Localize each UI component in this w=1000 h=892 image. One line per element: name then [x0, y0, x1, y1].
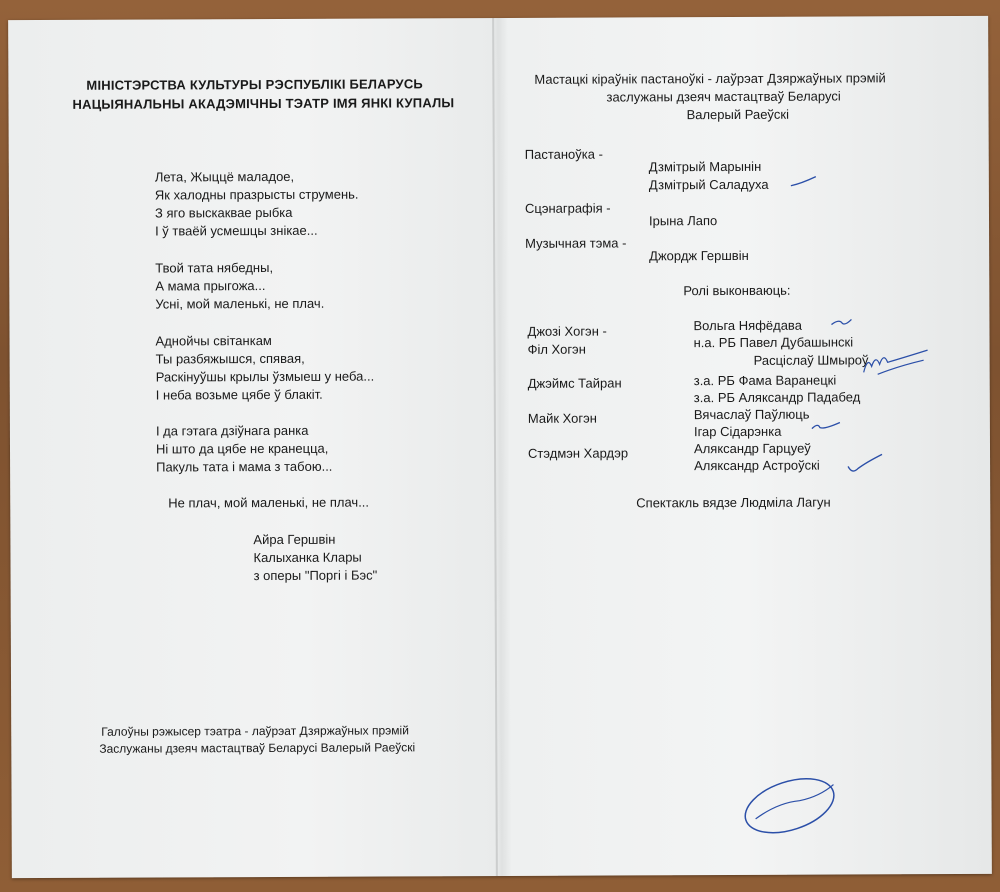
cast-actor: з.а. РБ Аляксандр Падабед — [693, 389, 861, 406]
cast-actor: Аляксандр Гарцуеў — [693, 440, 811, 457]
poem-line: З яго выскаквае рыбка — [154, 204, 293, 221]
chief-director-line1: Галоўны рэжысер тэатра - лаўрэат Дзяржаўных прэмій — [101, 723, 409, 739]
cast-actor: Ігар Сідарэнка — [693, 423, 782, 440]
poem-line: Пакуль тата і мама з табою... — [156, 458, 333, 475]
art-director-name: Валерый Раеўскі — [686, 106, 790, 123]
poem-line: І неба возьме цябе ў блакіт. — [155, 386, 323, 403]
ink-scribble — [858, 348, 930, 376]
crew-name: Дзмітрый Марынін — [648, 158, 762, 175]
ink-check-mark — [789, 175, 819, 189]
crew-name: Ірына Лапо — [648, 213, 718, 229]
cast-actor: Аляксандр Астроўскі — [694, 457, 820, 474]
chief-director-line2: Заслужаны дзеяч мастацтваў Беларусі Валерый Раеўскі — [99, 740, 416, 756]
crew-name: Джордж Гершвін — [649, 247, 749, 264]
stage-manager: Спектакль вядзе Людміла Лагун — [636, 494, 831, 511]
poem-line: Аднойчы світанкам — [155, 332, 272, 349]
cast-role: Філ Хогэн — [527, 341, 586, 357]
cast-role: Джозі Хогэн - — [527, 323, 607, 339]
ink-check-mark — [810, 417, 842, 433]
crew-role: Музычная тэма - — [525, 235, 627, 251]
art-director-line2: заслужаны дзеяч мастацтваў Беларусі — [606, 88, 841, 105]
header-ministry: МІНІСТЭРСТВА КУЛЬТУРЫ РЭСПУБЛІКІ БЕЛАРУСЬ — [86, 76, 423, 93]
poem-line: Лета, Жыццё маладое, — [154, 168, 295, 185]
program-sheet — [8, 16, 992, 878]
cast-actor: з.а. РБ Фама Варанецкі — [693, 372, 837, 389]
poem-line: І ў тваёй усмешцы знікае... — [155, 222, 318, 239]
poem-author: Айра Гершвін — [253, 531, 336, 548]
poem-line: Ні што да цябе не кранецца, — [155, 440, 329, 457]
poem-line: Усні, мой маленькі, не плач. — [155, 295, 325, 312]
cast-role: Стэдмэн Хардэр — [527, 445, 629, 461]
ink-check-mark — [829, 314, 853, 328]
cast-role: Майк Хогэн — [527, 410, 597, 426]
poem-line: Ты разбяжышся, спявая, — [155, 350, 305, 367]
ink-check-mark — [844, 452, 884, 474]
art-director-line1: Мастацкі кіраўнік пастаноўкі - лаўрэат Дзяржаўных прэмій — [534, 70, 886, 87]
poem-line: Як халодны празрысты струмень. — [154, 186, 359, 203]
cast-actor: Вольга Няфёдава — [693, 317, 802, 334]
poem-line: І да гэтага дзіўнага ранка — [155, 422, 309, 439]
cast-actor: Вячаслаў Паўлюць — [693, 406, 810, 423]
crew-role: Пастаноўка - — [524, 146, 603, 162]
poem-line: Не плач, мой маленькі, не плач... — [168, 494, 370, 511]
center-fold — [492, 18, 498, 876]
cast-actor: Расціслаў Шмыроў — [753, 352, 869, 368]
header-theatre: НАЦЫЯНАЛЬНЫ АКАДЭМІЧНЫ ТЭАТР ІМЯ ЯНКІ КУПАЛЫ — [72, 95, 455, 112]
poem-line: А мама прыгожа... — [155, 278, 266, 294]
poem-source: з оперы "Поргі і Бэс" — [253, 567, 378, 584]
poem-title: Калыханка Клары — [253, 549, 362, 566]
ink-signature-oval — [737, 773, 841, 839]
crew-name: Дзмітрый Саладуха — [648, 176, 769, 193]
cast-actor: н.а. РБ Павел Дубашынскі — [693, 334, 854, 351]
poem-line: Раскінуўшы крылы ўзмыеш у неба... — [155, 368, 375, 385]
cast-role: Джэймс Тайран — [527, 375, 622, 391]
crew-role: Сцэнаграфія - — [524, 200, 611, 216]
poem-line: Твой тата нябедны, — [155, 259, 274, 276]
cast-heading: Ролі выконваюць: — [683, 282, 791, 299]
